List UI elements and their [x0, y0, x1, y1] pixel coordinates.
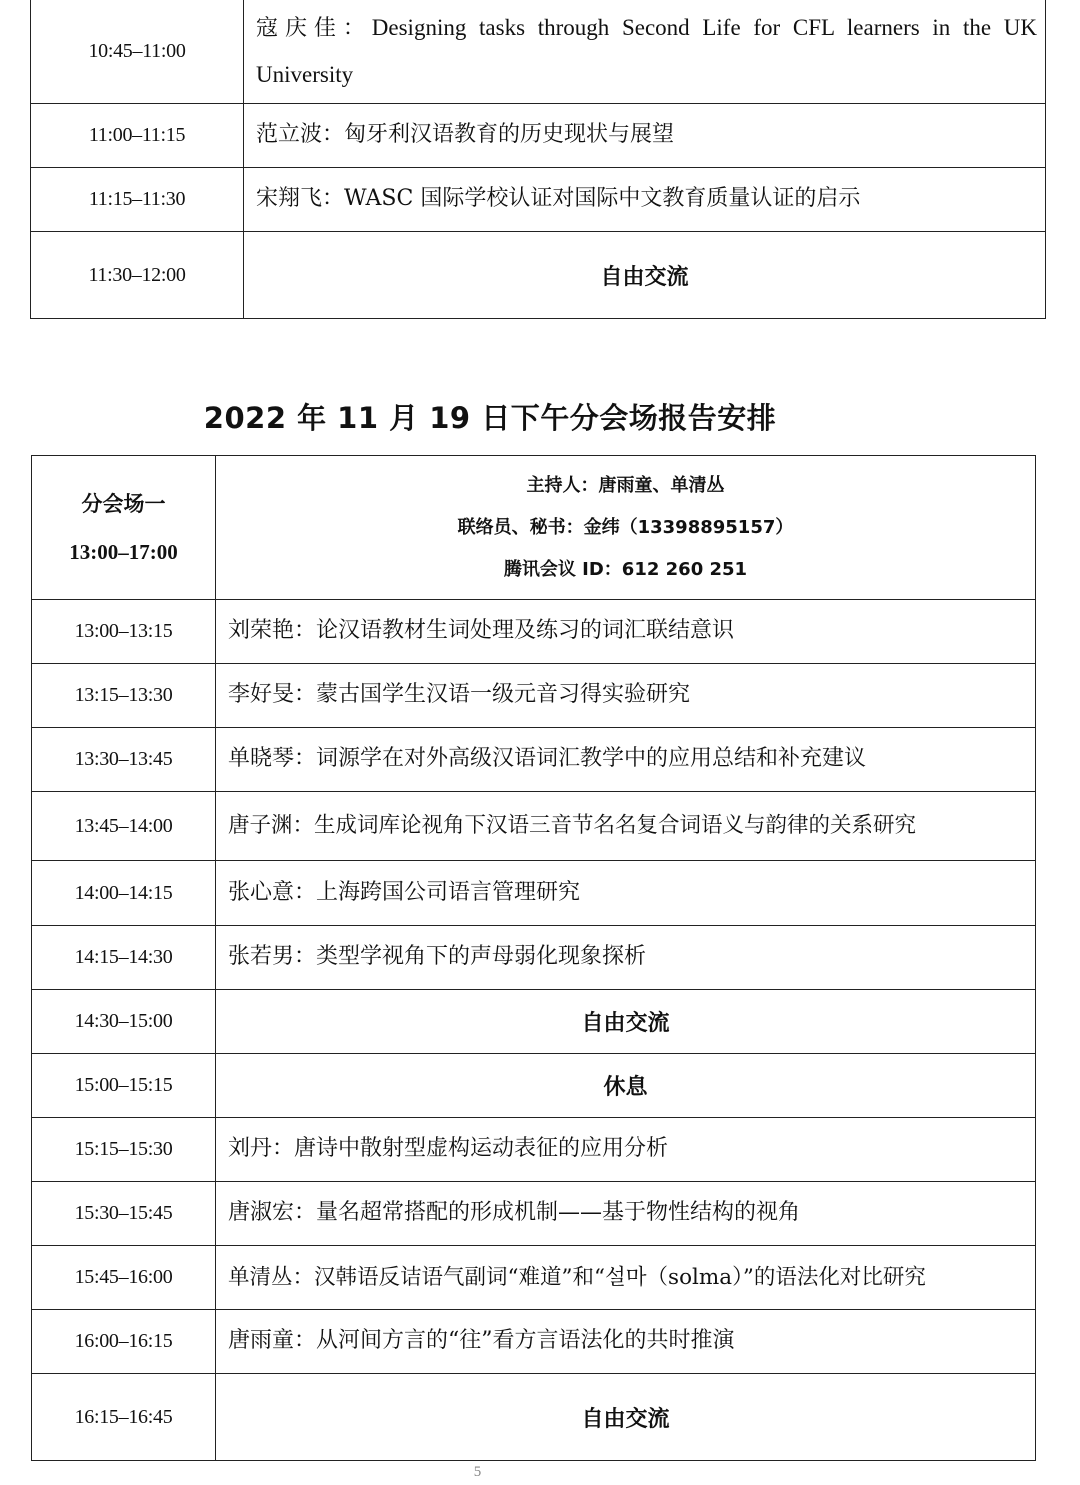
talk-cell [216, 792, 1036, 861]
table-row [32, 1182, 1036, 1246]
session-host: 主持人：唐雨童、单清丛 [526, 474, 725, 496]
time-cell: 13:15–13:30 [32, 664, 216, 728]
time-cell: 10:45–11:00 [31, 0, 244, 104]
talk-title: 生成词库论视角下汉语三音节名名复合词语义与韵律的关系研究 [314, 813, 917, 839]
session-name: 分会场一 [81, 491, 166, 516]
talk-title: 词源学在对外高级汉语词汇教学中的应用总结和补充建议 [316, 746, 867, 772]
speaker-name: 单晓琴： [228, 746, 317, 772]
table-row [32, 1246, 1036, 1310]
talk-title: 蒙古国学生汉语一级元音习得实验研究 [316, 682, 691, 708]
time-cell: 14:00–14:15 [32, 861, 216, 926]
speaker-name: 范立波： [256, 122, 345, 148]
time-cell: 11:30–12:00 [31, 232, 244, 319]
free-discussion-cell: 自由交流 [216, 990, 1036, 1054]
table-row [32, 1310, 1036, 1374]
time-cell: 14:15–14:30 [32, 926, 216, 990]
session-header-row [32, 456, 1036, 600]
table-row [32, 792, 1036, 861]
time-cell: 14:30–15:00 [32, 990, 216, 1054]
table-row [32, 1054, 1036, 1118]
table-row [32, 1118, 1036, 1182]
speaker-name: 张若男： [228, 944, 317, 970]
table-row [32, 990, 1036, 1054]
session-time: 13:00–17:00 [69, 539, 178, 564]
time-cell: 15:15–15:30 [32, 1118, 216, 1182]
table-row [32, 926, 1036, 990]
time-cell: 16:00–16:15 [32, 1310, 216, 1374]
speaker-name: 刘丹： [228, 1136, 295, 1162]
speaker-name: 宋翔飞： [256, 186, 345, 212]
talk-title: 上海跨国公司语言管理研究 [316, 879, 581, 905]
talk-cell [216, 728, 1036, 792]
talk-cell [216, 1118, 1036, 1182]
table-row [32, 728, 1036, 792]
talk-title: 类型学视角下的声母弱化现象探析 [316, 944, 647, 970]
session-contact: 联络员、秘书：金纬（13398895157） [457, 516, 794, 538]
table-row [31, 168, 1046, 232]
break-cell: 休息 [216, 1054, 1036, 1118]
talk-title: 匈牙利汉语教育的历史现状与展望 [344, 122, 675, 148]
talk-cell [244, 104, 1046, 168]
time-cell: 15:00–15:15 [32, 1054, 216, 1118]
table-row [31, 232, 1046, 319]
talk-cell [216, 1310, 1036, 1374]
session-meeting-id: 腾讯会议 ID：612 260 251 [503, 558, 748, 580]
talk-title: 汉韩语反诘语气副词“难道”和“설마（solma）”的语法化对比研究 [314, 1264, 926, 1290]
table-row [31, 104, 1046, 168]
talk-cell [216, 600, 1036, 664]
talk-cell [216, 861, 1036, 926]
time-cell: 11:00–11:15 [31, 104, 244, 168]
table-row [32, 664, 1036, 728]
time-cell: 13:30–13:45 [32, 728, 216, 792]
session-host-cell [216, 456, 1036, 600]
free-discussion-cell: 自由交流 [244, 232, 1046, 319]
table-row [32, 600, 1036, 664]
free-discussion-cell: 自由交流 [216, 1374, 1036, 1461]
time-cell: 13:45–14:00 [32, 792, 216, 861]
table-row [31, 0, 1046, 104]
speaker-name: 唐子渊： [228, 813, 315, 839]
speaker-name: 刘荣艳： [228, 618, 317, 644]
session-info-cell [32, 456, 216, 600]
speaker-name: 李好旻： [228, 682, 317, 708]
speaker-name: 唐淑宏： [228, 1200, 317, 1226]
talk-title: WASC 国际学校认证对国际中文教育质量认证的启示 [344, 186, 861, 212]
time-cell: 15:45–16:00 [32, 1246, 216, 1310]
time-cell: 11:15–11:30 [31, 168, 244, 232]
talk-title: Designing tasks through Second Life for CFL learners in the UK University [256, 15, 1037, 87]
talk-title: 从河间方言的“往”看方言语法化的共时推演 [316, 1328, 735, 1354]
talk-title: 量名超常搭配的形成机制——基于物性结构的视角 [316, 1200, 801, 1226]
table-row [32, 1374, 1036, 1461]
talk-cell [216, 664, 1036, 728]
speaker-name: 张心意： [228, 879, 317, 905]
time-cell: 13:00–13:15 [32, 600, 216, 664]
talk-cell [216, 1246, 1036, 1310]
talk-title: 唐诗中散射型虚构运动表征的应用分析 [294, 1136, 669, 1162]
table-row [32, 861, 1036, 926]
afternoon-schedule-table [31, 455, 1036, 1461]
talk-cell [244, 0, 1046, 104]
talk-cell [216, 926, 1036, 990]
time-cell: 16:15–16:45 [32, 1374, 216, 1461]
speaker-name: 单清丛： [228, 1264, 315, 1290]
speaker-name: 唐雨童： [228, 1328, 317, 1354]
talk-cell [216, 1182, 1036, 1246]
section-title: 2022 年 11 月 19 日下午分会场报告安排 [203, 401, 777, 435]
time-cell: 15:30–15:45 [32, 1182, 216, 1246]
talk-cell [244, 168, 1046, 232]
morning-schedule-table [30, 0, 1046, 319]
page-number: 5 [473, 1464, 482, 1480]
speaker-name: 寇庆佳： [256, 16, 372, 41]
talk-title: 论汉语教材生词处理及练习的词汇联结意识 [316, 618, 735, 644]
